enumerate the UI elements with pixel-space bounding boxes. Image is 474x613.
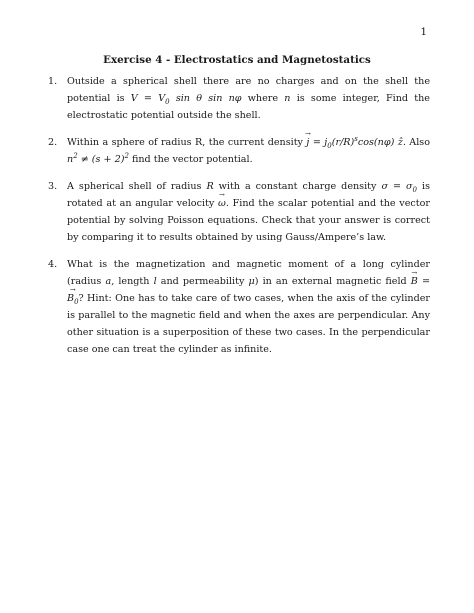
math-field-vector: → B (411, 273, 418, 290)
math-angular-velocity: → ω (218, 195, 226, 212)
math-condition: $n^2 \ne (s + 2)^2$ (67, 151, 129, 165)
math-charge-density: $\sigma = \sigma_0$ (381, 181, 418, 194)
math-n: n (284, 93, 291, 104)
problem-number: 1. (48, 76, 58, 87)
problem-list (48, 73, 430, 358)
problem-2: 2. Within a sphere of radius R, the current density → $j = j_0(r/R)^s\cos(n\varphi)$ ẑ. Also $n^2 \ne (s + 2)^2$ find the vector potential. (48, 134, 430, 168)
page-number: 1 (420, 26, 427, 38)
math-current-density-vector: → j (306, 134, 309, 151)
problem-text: What is the magnetization and magnetic moment of a long cylinder (radius (67, 259, 430, 287)
math-length-l: l (153, 276, 157, 287)
math-current-density: = $j_0(r/R)^s\cos(n\varphi)$ ẑ (309, 134, 403, 150)
problem-text: Within a sphere of radius R, the current density (67, 137, 307, 148)
math-field-b0: → $B_0$ (67, 290, 79, 307)
problem-text: A spherical shell of radius (67, 181, 207, 192)
problem-number: 4. (48, 259, 58, 270)
problem-4: 4. What is the magnetization and magnetic moment of a long cylinder (radius a, length l and permeability μ) in an external magnetic field → B = → $B_0$? Hint: One has to take care of two cases, when the axis of the cylinder is parallel to the magnetic field and when the axes are perpendicular. Any other situation is a superposition of these two cases. In the perpendicular case one can treat the cylinder as infinite. (48, 256, 430, 358)
problem-text: Outside a spherical shell there are no charges and on the shell the potential is (67, 76, 430, 104)
problem-3: 3. A spherical shell of radius R with a constant charge density $\sigma = \sigma_0$ is rotated at an angular velocity → ω. Find the scalar potential and the vector potential by solving Poisson equations. Check that your answer is correct by comparing it to results obtained by using Gauss/Ampere’s law. (48, 178, 430, 246)
math-potential: $V = V_0$ sin θ sin nφ (130, 93, 242, 106)
math-radius: R (206, 181, 214, 192)
math-radius-a: a (105, 276, 112, 287)
problem-1: 1. Outside a spherical shell there are no charges and on the shell the potential is $V = V_0$ sin θ sin nφ where n is some integer, Find the electrostatic potential outside the shell. (48, 73, 430, 124)
exercise-title: Exercise 4 - Electrostatics and Magnetostatics (103, 54, 371, 66)
problem-number: 2. (48, 137, 58, 148)
math-permeability: μ (248, 276, 255, 287)
problem-number: 3. (48, 181, 58, 192)
